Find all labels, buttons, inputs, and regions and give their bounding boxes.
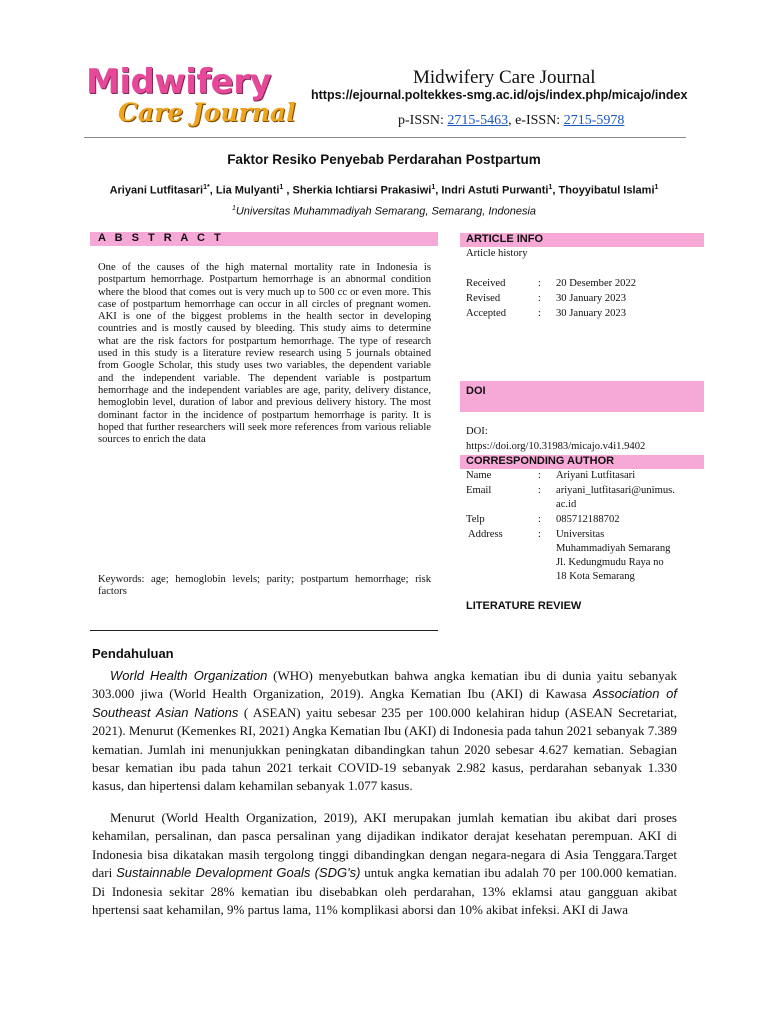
intro-p1-italic: World Health Organization bbox=[110, 668, 268, 683]
article-info-heading-bar bbox=[460, 233, 704, 247]
revised-label: Revised bbox=[466, 293, 501, 304]
author-list: Ariyani Lutfitasari$^{1*}$, Lia Mulyanti$^1$ , Sherkia Ichtiarsi Prakasiwi$^1$, Indri Astuti Purwanti$^1$, Thoyyibatul Islami$^1$ bbox=[109, 184, 659, 197]
accepted-colon: : bbox=[538, 308, 541, 319]
email-label: Email bbox=[466, 485, 492, 496]
literature-review-heading: LITERATURE REVIEW bbox=[466, 600, 582, 612]
affiliation-text: Universitas Muhammadiyah Semarang, Semarang, Indonesia bbox=[235, 205, 537, 218]
journal-logo-subtext: Care Journal bbox=[118, 98, 296, 127]
doi-link[interactable]: https://doi.org/10.31983/micajo.v4i1.9402 bbox=[466, 441, 646, 452]
abstract-divider bbox=[90, 630, 438, 631]
journal-logo-text: Midwifery bbox=[86, 62, 272, 102]
eissn-label: , e-ISSN: bbox=[508, 113, 564, 128]
journal-url[interactable]: https://ejournal.poltekkes-smg.ac.id/ojs/index.php/micajo/index bbox=[311, 88, 688, 102]
article-info-heading: ARTICLE INFO bbox=[466, 233, 543, 245]
abstract-heading: A B S T R A C T bbox=[98, 232, 224, 244]
author-sup: 1 bbox=[279, 184, 284, 191]
affiliation bbox=[0, 205, 768, 218]
author-name: Ariyani Lutfitasari bbox=[109, 184, 204, 197]
affiliation-sup: 1 bbox=[231, 205, 236, 212]
corresponding-heading-bar bbox=[460, 455, 704, 469]
intro-p2-italic: Sustainnable Devalopment Goals (SDG's) bbox=[116, 865, 361, 881]
corresponding-heading: CORRESPONDING AUTHOR bbox=[466, 455, 615, 467]
email-value[interactable]: ariyani_lutfitasari@unimus. bbox=[556, 485, 675, 496]
doi-label: DOI: bbox=[466, 426, 488, 437]
abstract-text: One of the causes of the high maternal mortality rate in Indonesia is postpartum hemorrhage. Postpartum hemorrhage is an abnormal condition where the blood that comes out is very much up to 500 cc or even more. This case of postpartum hemorrhage can occur in all circles of pregnant women. AKI is one of the biggest problems in the health sector in developing countries and is mostly caused by bleeding. This study aims to determine what are the risk factors for postpartum hemorrhage. The type of research used in this study is a literature review research using 5 journals obtained from Google Scholar, this study uses two variables, the dependent variable and the independent variable. The dependent variable is postpartum hemorrhage and the independent variables are age, parity, delivery distance, hemoglobin level, duration of labor and previous delivery history. The most dominant factor in the incidence of postpartum hemorrhage is parity. It is hoped that further researchers will seek more references from various reliable sources to enrich the data bbox=[98, 262, 431, 446]
author-name: Thoyyibatul Islami bbox=[558, 184, 655, 197]
keywords: Keywords: age; hemoglobin levels; parity; postpartum hemorrhage; risk factors bbox=[98, 574, 431, 598]
name-colon: : bbox=[538, 470, 541, 481]
author-sup: 1* bbox=[203, 184, 210, 191]
pissn-link[interactable]: 2715-5463 bbox=[447, 113, 509, 128]
article-history-label: Article history bbox=[466, 248, 528, 259]
accepted-label: Accepted bbox=[466, 308, 506, 319]
author-sup: 1 bbox=[548, 184, 553, 191]
doi-heading-bar bbox=[460, 381, 704, 412]
author-name: Lia Mulyanti bbox=[215, 184, 280, 197]
pissn-label: p-ISSN: bbox=[398, 113, 448, 128]
received-date: 20 Desember 2022 bbox=[556, 278, 637, 289]
author-name: Sherkia Ichtiarsi Prakasiwi bbox=[292, 184, 432, 197]
name-label: Name bbox=[466, 470, 492, 481]
name-value: Ariyani Lutfitasari bbox=[556, 470, 636, 481]
issn-line bbox=[398, 113, 624, 129]
address-label: Address bbox=[468, 529, 503, 540]
author-sup: 1 bbox=[431, 184, 436, 191]
author-sup: 1 bbox=[654, 184, 659, 191]
intro-paragraph-2 bbox=[92, 809, 677, 919]
author-name: Indri Astuti Purwanti bbox=[441, 184, 549, 197]
address-colon: : bbox=[538, 529, 541, 540]
section-heading: Pendahuluan bbox=[92, 646, 174, 661]
accepted-date: 30 January 2023 bbox=[556, 308, 627, 319]
received-label: Received bbox=[466, 278, 506, 289]
address-line: Jl. Kedungmudu Raya no bbox=[556, 557, 664, 568]
abstract-heading-bar bbox=[90, 232, 438, 246]
received-colon: : bbox=[538, 278, 541, 289]
revised-date: 30 January 2023 bbox=[556, 293, 627, 304]
intro-p1-text: (WHO) menyebutkan bahwa angka kematian ibu di dunia yaitu sebanyak 303.000 jiwa (World Health Organization, 2019). Angka Kematian Ibu (AKI) di Kawasa bbox=[92, 668, 677, 702]
email-colon: : bbox=[538, 485, 541, 496]
journal-title: Midwifery Care Journal bbox=[413, 67, 596, 88]
intro-p2-text-2: untuk angka kematian ibu adalah 70 per 100.000 kematian. Di Indonesia sekitar 28% kematian ibu disebabkan oleh perdarahan, 13% eklamsi atau gangguan akibat hpertensi saat kehamilan, 9% partus lama, 11% komplikasi aborsi dan 10% akibat infeksi. AKI di Jawa bbox=[92, 865, 677, 918]
revised-colon: : bbox=[538, 293, 541, 304]
telp-value: 085712188702 bbox=[556, 514, 620, 525]
address-line: Universitas bbox=[556, 529, 605, 540]
email-value-cont[interactable]: ac.id bbox=[556, 499, 577, 510]
address-line: Muhammadiyah Semarang bbox=[556, 543, 671, 554]
telp-label: Telp bbox=[466, 514, 485, 525]
header-divider bbox=[84, 137, 686, 138]
address-line: 18 Kota Semarang bbox=[556, 571, 635, 582]
telp-colon: : bbox=[538, 514, 541, 525]
eissn-link[interactable]: 2715-5978 bbox=[563, 113, 625, 128]
intro-paragraph-1 bbox=[92, 667, 677, 796]
intro-p1-text-2: ( ASEAN) yaitu sebesar 235 per 100.000 kelahiran hidup (ASEAN Secretariat, 2021). Menurut (Kemenkes RI, 2021) Angka Kematian Ibu (AKI) di Indonesia pada tahun 2021 sebanyak 7.389 kematian. Jumlah ini menunjukkan peningkatan dibandingkan tahun 2020 sebesar 4.627 kematian. Sebagian besar kematian ibu pada tahun 2021 terkait COVID-19 sebanyak 2.982 kasus, perdarahan sebanyak 1.330 kasus, dan hipertensi dalam kehamilan sebanyak 1.077 kasus. bbox=[92, 704, 678, 794]
intro-p1-italic-2: Association of Southeast Asian Nations bbox=[92, 686, 677, 720]
paper-title: Faktor Resiko Penyebab Perdarahan Postpartum bbox=[227, 152, 541, 167]
doi-heading: DOI bbox=[466, 385, 486, 397]
intro-p2-text: Menurut (World Health Organization, 2019), AKI merupakan jumlah kematian ibu akibat dari proses kehamilan, persalinan, dan pasca persalinan yang dijadikan indikator derajat kesehatan perempuan. AKI di Indonesia bisa dikatakan masih tergolong tinggi dibandingkan dengan negara-negara di Asia Tenggara.Target dari bbox=[92, 810, 677, 881]
